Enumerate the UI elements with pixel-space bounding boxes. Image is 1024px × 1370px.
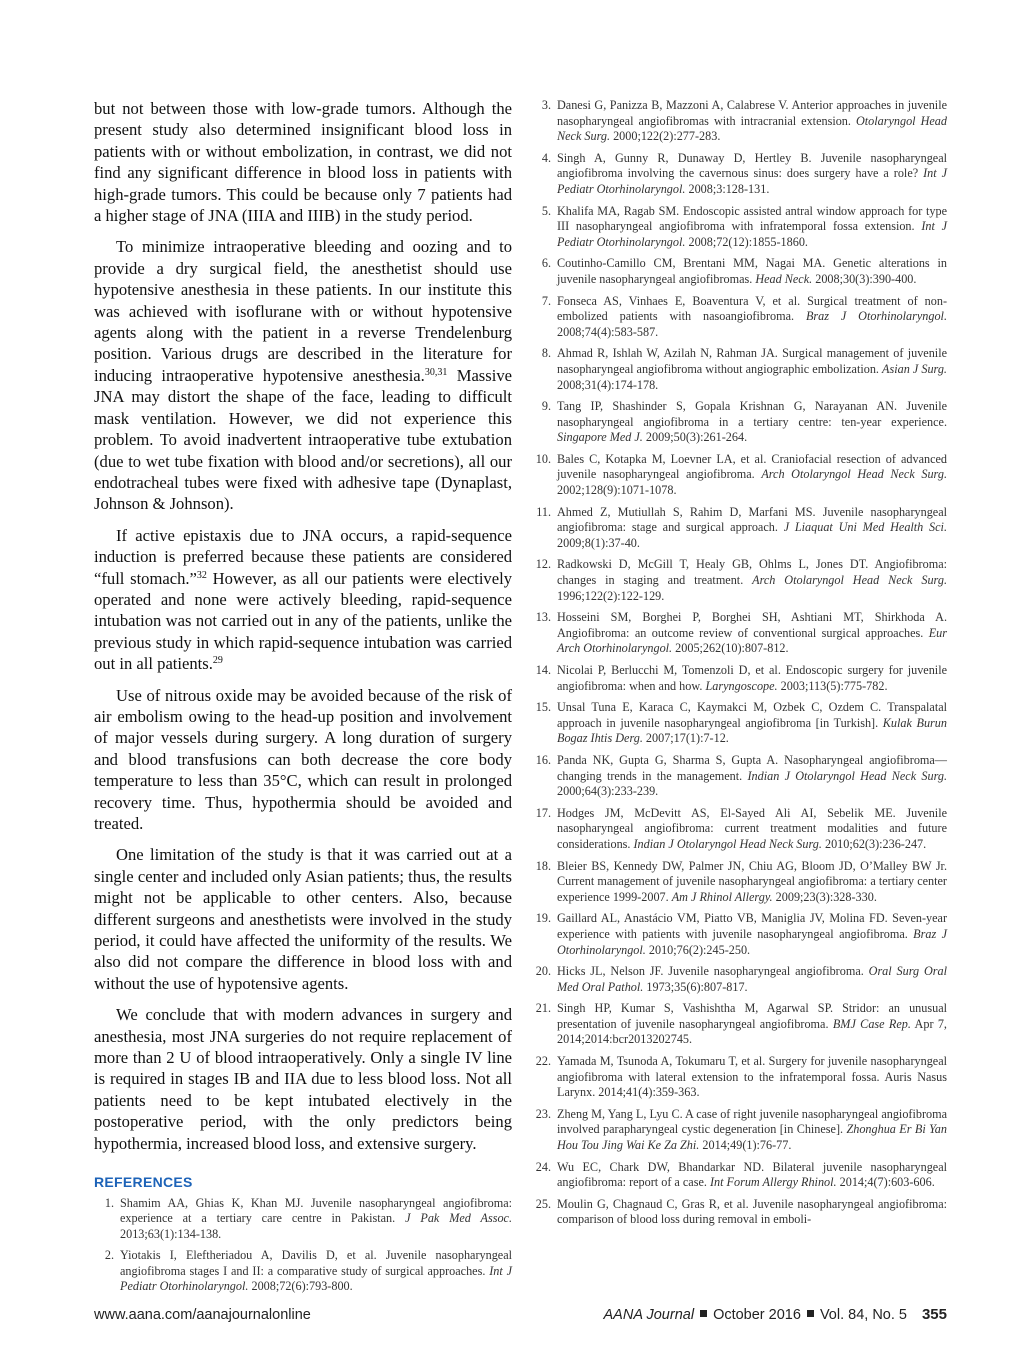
- reference-text: Wu EC, Chark DW, Bhandarkar ND. Bilateral juvenile nasopharyngeal angiofibroma: report of a case.: [557, 1159, 947, 1190]
- citation-superscript: 32: [196, 569, 207, 581]
- reference-number: 9.: [541, 399, 551, 414]
- reference-list-right: [531, 98, 947, 1228]
- reference-journal: Am J Rhinol Allergy.: [671, 889, 773, 904]
- reference-text: Coutinho-Camillo CM, Brentani MM, Nagai MA. Genetic alterations in juvenile nasopharyngeal angiofibromas.: [557, 256, 947, 286]
- citation-superscript: 29: [212, 655, 223, 667]
- reference-journal: J Pak Med Assoc.: [405, 1211, 513, 1226]
- reference-item: [531, 1054, 947, 1101]
- reference-item: [531, 1197, 947, 1228]
- reference-item: [94, 1196, 512, 1243]
- body-paragraph: but not between those with low-grade tumors. Although the present study also determined insignificant blood loss in patients with or without embolization, in contrast, we did not find any significant difference in blood loss in patients with high-grade tumors. This could be because only 7 patients had a higher stage of JNA (IIIA and IIIB) in the study period.: [94, 99, 512, 226]
- reference-text: Danesi G, Panizza B, Mazzoni A, Calabrese V. Anterior approaches in juvenile nasopharyngeal angiofibromas with intracranial extension.: [557, 98, 947, 128]
- reference-citation: 2008;72(12):1855-1860.: [685, 234, 808, 249]
- reference-number: 8.: [541, 346, 551, 361]
- reference-citation: 2010;76(2):245-250.: [645, 942, 751, 957]
- reference-citation: Apr 7, 2014;2014:bcr2013202745.: [557, 1016, 947, 1047]
- reference-text: Radkowski D, McGill T, Healy GB, Ohlms L, Jones DT. Angiofibroma: changes in staging and treatment.: [557, 557, 947, 588]
- journal-issue: [604, 1307, 907, 1323]
- issue-date: October 2016: [713, 1307, 801, 1323]
- reference-number: 4.: [541, 150, 551, 165]
- reference-item: [531, 663, 947, 694]
- page-number: 355: [921, 1306, 947, 1323]
- reference-journal: Kulak Burun Bogaz Ihtis Derg.: [557, 715, 947, 746]
- reference-item: [531, 204, 947, 251]
- body-paragraph: One limitation of the study is that it was carried out at a single center and included only Asian patients; thus, the results might not be applicable to other centers. Also, because different surgeons and anesthetists were involved in the study period, it could have affected the uniformity of the results. We also did not compare the difference in blood loss with and without the use of hypotensive agents.: [94, 845, 512, 993]
- reference-list-left: [94, 1196, 512, 1296]
- reference-text: Tang IP, Shashinder S, Gopala Krishnan G, Narayanan AN. Juvenile nasopharyngeal angiofibroma in a tertiary centre: ten-year experience.: [557, 399, 947, 429]
- reference-journal: BMJ Case Rep.: [832, 1016, 911, 1031]
- reference-journal: Zhonghua Er Bi Yan Hou Tou Jing Wai Ke Za Zhi.: [557, 1122, 947, 1153]
- reference-item: [531, 256, 947, 287]
- body-paragraph: We conclude that with modern advances in surgery and anesthesia, most JNA surgeries do not require replacement of more than 2 U of blood intraoperatively. Only a single IV line is required in stages IB and IIA due to less blood loss. Not all patients need to be kept intubated electively in the postoperative period, with the only predictors being hypothermia, increased blood loss, and extensive surgery.: [94, 1005, 512, 1153]
- reference-journal: Arch Otolaryngol Head Neck Surg.: [761, 467, 947, 482]
- reference-number: 24.: [535, 1159, 551, 1174]
- reference-number: 25.: [535, 1196, 551, 1211]
- reference-text: Zheng M, Yang L, Lyu C. A case of right juvenile nasopharyngeal angiofibroma involved parapharyngeal cystic degeneration [in Chinese].: [557, 1106, 947, 1137]
- reference-text: Ahmad R, Ishlah W, Azilah N, Rahman JA. Surgical management of juvenile nasopharyngeal angiofibroma without angiographic embolization.: [557, 346, 947, 376]
- reference-number: 13.: [535, 610, 551, 625]
- separator-square-icon: [807, 1310, 814, 1317]
- reference-number: 11.: [536, 504, 551, 519]
- reference-number: 3.: [541, 98, 551, 112]
- references-heading: REFERENCES: [94, 1174, 193, 1191]
- reference-citation: 2008;74(4):583-587.: [557, 324, 659, 339]
- reference-citation: 2000;64(3):233-239.: [557, 784, 659, 799]
- body-paragraph: If active epistaxis due to JNA occurs, a rapid-sequence induction is preferred because these patients are considered “full stomach.”$^{32}$ However, as all our patients were electively operated and none were actively bleeding, rapid-sequence intubation was not carried out in any of the patients, unlike the previous study in which rapid-sequence intubation was carried out in all patients.$^{29}$: [94, 525, 512, 674]
- reference-text: Ahmed Z, Mutiullah S, Rahim D, Marfani MS. Juvenile nasopharyngeal angiofibroma: stage and surgical approach.: [557, 504, 947, 535]
- reference-citation: 2008;30(3):390-400.: [812, 271, 917, 286]
- reference-citation: 2009;8(1):37-40.: [557, 535, 640, 550]
- reference-number: 15.: [535, 700, 551, 715]
- reference-journal: J Liaquat Uni Med Health Sci.: [783, 520, 947, 535]
- body-paragraph: To minimize intraoperative bleeding and oozing and to provide a dry surgical field, the anesthetist should use hypotensive anesthesia in these patients. In our institute this was achieved with isoflurane with or without hypotensive agents along with the patient in a reverse Trendelenburg position. Various drugs are described in the literature for inducing intraoperative hypotensive anesthesia.$^{30,31}$ Massive JNA may distort the shape of the face, leading to difficult mask ventilation. However, we did not experience this problem. To avoid inadvertent intraoperative tube extubation (due to wet tube fixation with blood and/or secretions), all our endotracheal tubes were fixed with adhesive tape (Dynaplast, Johnson & Johnson).: [94, 237, 512, 514]
- reference-journal: Asian J Surg.: [882, 361, 947, 376]
- reference-text: Singh A, Gunny R, Dunaway D, Hertley B. Juvenile nasopharyngeal angiofibroma involving the cavernous sinus: does surgery have a role?: [557, 150, 947, 181]
- reference-item: [531, 294, 947, 341]
- reference-journal: Indian J Otolaryngol Head Neck Surg.: [747, 768, 948, 783]
- reference-number: 16.: [535, 752, 551, 767]
- reference-journal: Oral Surg Oral Med Oral Pathol.: [557, 964, 947, 994]
- reference-citation: 2005;262(10):807-812.: [672, 641, 789, 656]
- reference-text: Hicks JL, Nelson JF. Juvenile nasopharyngeal angiofibroma.: [557, 964, 869, 979]
- reference-citation: 2013;63(1):134-138.: [120, 1226, 222, 1241]
- reference-journal: Int J Pediatr Otorhinolaryngol.: [557, 166, 947, 196]
- reference-citation: 2007;17(1):7-12.: [642, 731, 729, 746]
- separator-square-icon: [700, 1310, 707, 1317]
- reference-journal: Laryngoscope.: [705, 678, 778, 693]
- reference-text: Hosseini SM, Borghei P, Borghei SH, Ashtiani MT, Shirkhoda A. Angiofibroma: an outcome review of conventional surgical approaches.: [557, 610, 947, 640]
- right-column: [531, 98, 947, 1234]
- reference-number: 21.: [535, 1001, 551, 1016]
- reference-text: Yamada M, Tsunoda A, Tokumaru T, et al. Surgery for juvenile nasopharyngeal angiofibroma with lateral extension to the infratemporal fossa. Auris Nasus Larynx. 2014;41(4):359-363.: [557, 1054, 947, 1100]
- reference-number: 2.: [104, 1248, 114, 1263]
- reference-item: [531, 806, 947, 853]
- reference-text: Hodges JM, McDevitt AS, El-Sayed Ali AI, Sebelik ME. Juvenile nasopharyngeal angiofibroma: current treatment modalities and future considerations.: [557, 805, 947, 851]
- reference-text: Gaillard AL, Anastácio VM, Piatto VB, Maniglia JV, Molina FD. Seven-year experience with patients with juvenile nasopharyngeal angiofibroma.: [557, 911, 947, 941]
- reference-number: 22.: [535, 1054, 551, 1069]
- reference-text: Shamim AA, Ghias K, Khan MJ. Juvenile nasopharyngeal angiofibroma: experience at a tertiary care centre in Pakistan.: [120, 1195, 512, 1226]
- reference-journal: Int Forum Allergy Rhinol.: [709, 1175, 837, 1190]
- reference-journal: Otolaryngol Head Neck Surg.: [557, 113, 947, 144]
- reference-citation: 1973;35(6):807-817.: [643, 979, 748, 994]
- reference-text: Fonseca AS, Vinhaes E, Boaventura V, et al. Surgical treatment of non-embolized patients with nasoangiofibroma.: [557, 293, 947, 324]
- reference-item: [531, 151, 947, 198]
- reference-citation: 2010;62(3):236-247.: [821, 836, 927, 851]
- reference-text: Unsal Tuna E, Karaca C, Kaymakci M, Ozbek C, Ozdem C. Transpalatal approach in juvenile nasopharyngeal angiofibroma [in Turkish].: [557, 700, 947, 730]
- journal-name: AANA Journal: [603, 1307, 695, 1323]
- reference-item: [94, 1248, 512, 1295]
- reference-text: Khalifa MA, Ragab SM. Endoscopic assisted antral window approach for type III nasopharyngeal angiofibroma with infratemporal fossa extension.: [557, 203, 947, 234]
- reference-number: 1.: [104, 1195, 114, 1210]
- reference-journal: Int J Pediatr Otorhinolaryngol.: [557, 219, 948, 249]
- reference-item: [531, 1001, 947, 1048]
- reference-number: 14.: [535, 663, 551, 677]
- reference-number: 18.: [535, 858, 551, 873]
- reference-number: 5.: [541, 203, 551, 218]
- reference-text: Panda NK, Gupta G, Sharma S, Gupta A. Nasopharyngeal angiofibroma—changing trends in the management.: [557, 752, 947, 783]
- reference-item: [531, 399, 947, 446]
- reference-citation: 2000;122(2):277-283.: [610, 129, 721, 144]
- reference-journal: Braz J Otorhinolaryngol.: [805, 309, 947, 324]
- reference-number: 12.: [535, 557, 551, 572]
- reference-citation: 2014;49(1):76-77.: [699, 1138, 792, 1153]
- reference-text: Moulin G, Chagnaud C, Gras R, et al. Juvenile nasopharyngeal angiofibroma: comparison of blood loss during removal in emboli-: [557, 1196, 947, 1227]
- reference-item: [531, 1160, 947, 1191]
- reference-item: [531, 700, 947, 747]
- reference-item: [531, 505, 947, 552]
- reference-number: 19.: [535, 911, 551, 926]
- reference-item: [531, 610, 947, 657]
- reference-number: 6.: [541, 256, 551, 271]
- reference-journal: Arch Otolaryngol Head Neck Surg.: [752, 573, 947, 588]
- reference-journal: Eur Arch Otorhinolaryngol.: [557, 625, 947, 656]
- reference-item: [531, 859, 947, 906]
- reference-item: [531, 452, 947, 499]
- reference-item: [531, 557, 947, 604]
- volume-number: Vol. 84, No. 5: [819, 1307, 907, 1323]
- reference-citation: 2008;3:128-131.: [685, 181, 770, 196]
- reference-citation: 2008;31(4):174-178.: [557, 377, 659, 392]
- reference-citation: 2003;113(5):775-782.: [777, 678, 888, 693]
- reference-text: Singh HP, Kumar S, Vashishtha M, Agarwal SP. Stridor: an unusual presentation of juvenile nasopharyngeal angiofibroma.: [557, 1001, 947, 1031]
- reference-journal: Braz J Otorhinolaryngol.: [557, 926, 947, 957]
- reference-journal: Int J Pediatr Otorhinolaryngol.: [120, 1263, 512, 1294]
- reference-item: [531, 346, 947, 393]
- reference-item: [531, 98, 947, 145]
- reference-item: [531, 1107, 947, 1154]
- reference-journal: Head Neck.: [755, 271, 813, 286]
- reference-text: Nicolai P, Berlucchi M, Tomenzoli D, et al. Endoscopic surgery for juvenile angiofibroma: when and how.: [557, 663, 947, 693]
- reference-text: Yiotakis I, Eleftheriadou A, Davilis D, et al. Juvenile nasopharyngeal angiofibroma stages I and II: a comparative study of surgical approaches.: [120, 1248, 512, 1278]
- reference-item: [531, 753, 947, 800]
- reference-number: 10.: [535, 451, 551, 466]
- reference-number: 17.: [535, 805, 551, 820]
- reference-citation: 2014;4(7):603-606.: [836, 1175, 935, 1190]
- citation-superscript: 30,31: [424, 366, 448, 378]
- reference-citation: 2008;72(6):793-800.: [248, 1279, 353, 1294]
- reference-journal: Indian J Otolaryngol Head Neck Surg.: [633, 836, 822, 851]
- reference-number: 23.: [535, 1106, 551, 1121]
- reference-citation: 2002;128(9):1071-1078.: [557, 483, 677, 498]
- reference-item: [531, 964, 947, 995]
- reference-journal: Singapore Med J.: [557, 430, 643, 445]
- reference-citation: 2009;50(3):261-264.: [642, 430, 748, 445]
- body-paragraph: Use of nitrous oxide may be avoided because of the risk of air embolism owing to the head-up position and involvement of major vessels during surgery. A long duration of surgery and blood transfusions can both decrease the core body temperature to less than 35°C, which can result in prolonged recovery time. Thus, hypothermia should be avoided and treated.: [94, 685, 512, 833]
- reference-citation: 2009;23(3):328-330.: [772, 889, 877, 904]
- reference-number: 20.: [535, 964, 551, 979]
- journal-url[interactable]: www.aana.com/aanajournalonline: [94, 1307, 311, 1323]
- reference-number: 7.: [541, 293, 551, 308]
- reference-text: Bales C, Kotapka M, Loevner LA, et al. Craniofacial resection of advanced juvenile nasopharyngeal angiofibroma.: [557, 451, 947, 482]
- left-column: [94, 98, 512, 1301]
- reference-text: Bleier BS, Kennedy DW, Palmer JN, Chiu AG, Bloom JD, O’Malley BW Jr. Current management of juvenile nasopharyngeal angiofibroma: a tertiary center experience 1999-2007.: [557, 858, 947, 904]
- reference-item: [531, 911, 947, 958]
- reference-citation: 1996;122(2):122-129.: [557, 588, 665, 603]
